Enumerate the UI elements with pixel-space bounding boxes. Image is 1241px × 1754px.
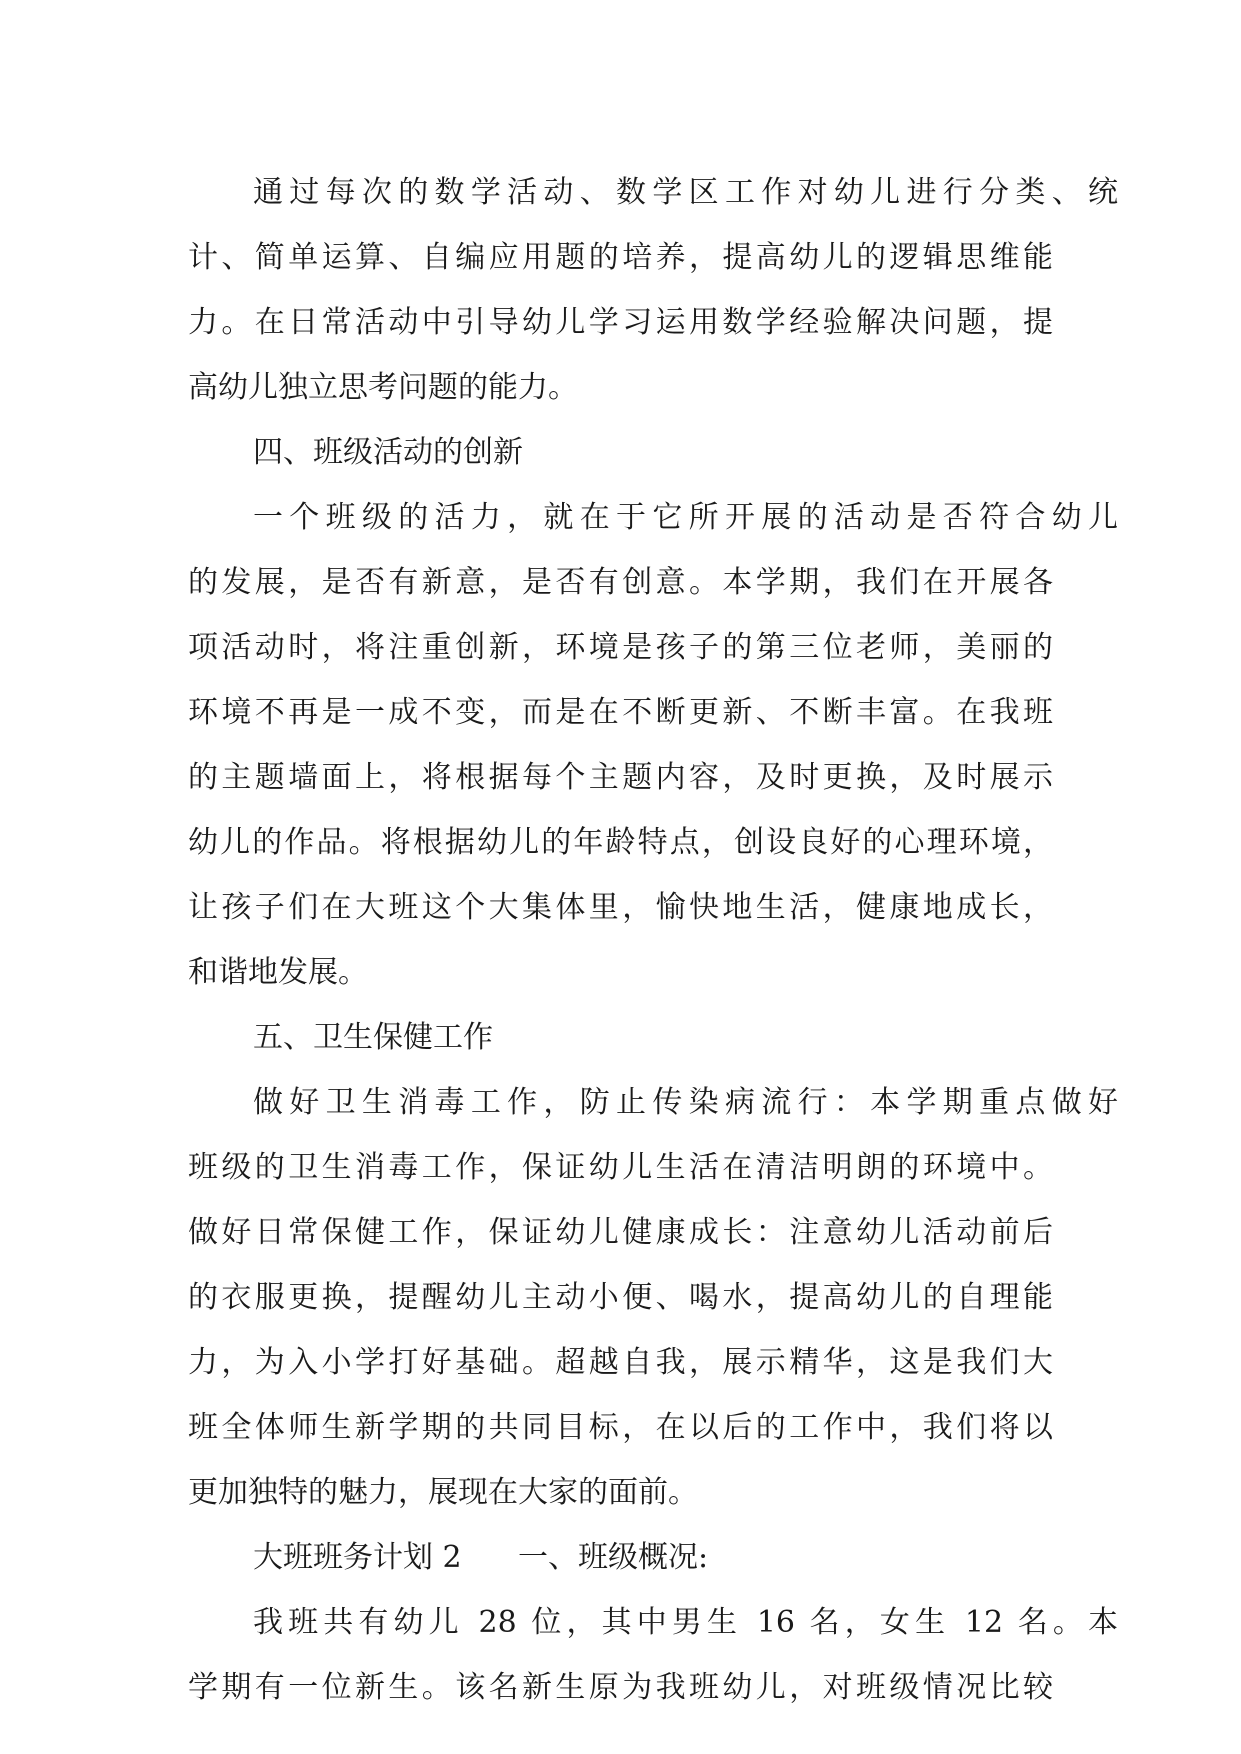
paragraph-line: 让孩子们在大班这个大集体里，愉快地生活，健康地成长，: [188, 890, 1053, 925]
plan-title: 大班班务计划 2: [253, 1540, 462, 1575]
paragraph-line: 我班共有幼儿 28 位，其中男生 16 名，女生 12 名。本: [253, 1605, 1118, 1640]
hygiene-paragraph: [188, 1070, 1118, 1525]
plan-heading: [188, 1525, 1068, 1590]
paragraph-line: 环境不再是一成不变，而是在不断更新、不断丰富。在我班: [188, 695, 1053, 730]
paragraph-line: 通过每次的数学活动、数学区工作对幼儿进行分类、统: [253, 175, 1118, 210]
document-body: [188, 160, 1118, 1720]
paragraph-line: 学期有一位新生。该名新生原为我班幼儿，对班级情况比较: [188, 1670, 1053, 1705]
paragraph-line: 和谐地发展。: [188, 955, 368, 990]
section-heading-five: 五、卫生保健工作: [253, 1020, 493, 1055]
paragraph-line: 做好日常保健工作，保证幼儿健康成长：注意幼儿活动前后: [188, 1215, 1053, 1250]
paragraph-line: 更加独特的魅力，展现在大家的面前。: [188, 1475, 698, 1510]
paragraph-line: 项活动时，将注重创新，环境是孩子的第三位老师，美丽的: [188, 630, 1053, 665]
plan-section-heading: 一、班级概况:: [518, 1540, 709, 1575]
paragraph-line: 计、简单运算、自编应用题的培养，提高幼儿的逻辑思维能: [188, 240, 1053, 275]
paragraph-line: 的主题墙面上，将根据每个主题内容，及时更换，及时展示: [188, 760, 1053, 795]
math-activity-paragraph: [188, 160, 1118, 420]
class-overview-paragraph: [188, 1590, 1118, 1720]
class-innovation-paragraph: [188, 485, 1118, 1005]
paragraph-line: 幼儿的作品。将根据幼儿的年龄特点，创设良好的心理环境，: [188, 825, 1053, 860]
paragraph-line: 力。在日常活动中引导幼儿学习运用数学经验解决问题，提: [188, 305, 1053, 340]
paragraph-line: 班级的卫生消毒工作，保证幼儿生活在清洁明朗的环境中。: [188, 1150, 1053, 1185]
paragraph-line: 做好卫生消毒工作，防止传染病流行：本学期重点做好: [253, 1085, 1118, 1120]
paragraph-line: 一个班级的活力，就在于它所开展的活动是否符合幼儿: [253, 500, 1118, 535]
section-heading-four: 四、班级活动的创新: [253, 435, 523, 470]
paragraph-line: 高幼儿独立思考问题的能力。: [188, 370, 578, 405]
paragraph-line: 班全体师生新学期的共同目标，在以后的工作中，我们将以: [188, 1410, 1053, 1445]
paragraph-line: 力，为入小学打好基础。超越自我，展示精华，这是我们大: [188, 1345, 1053, 1380]
paragraph-line: 的发展，是否有新意，是否有创意。本学期，我们在开展各: [188, 565, 1053, 600]
paragraph-line: 的衣服更换，提醒幼儿主动小便、喝水，提高幼儿的自理能: [188, 1280, 1053, 1315]
